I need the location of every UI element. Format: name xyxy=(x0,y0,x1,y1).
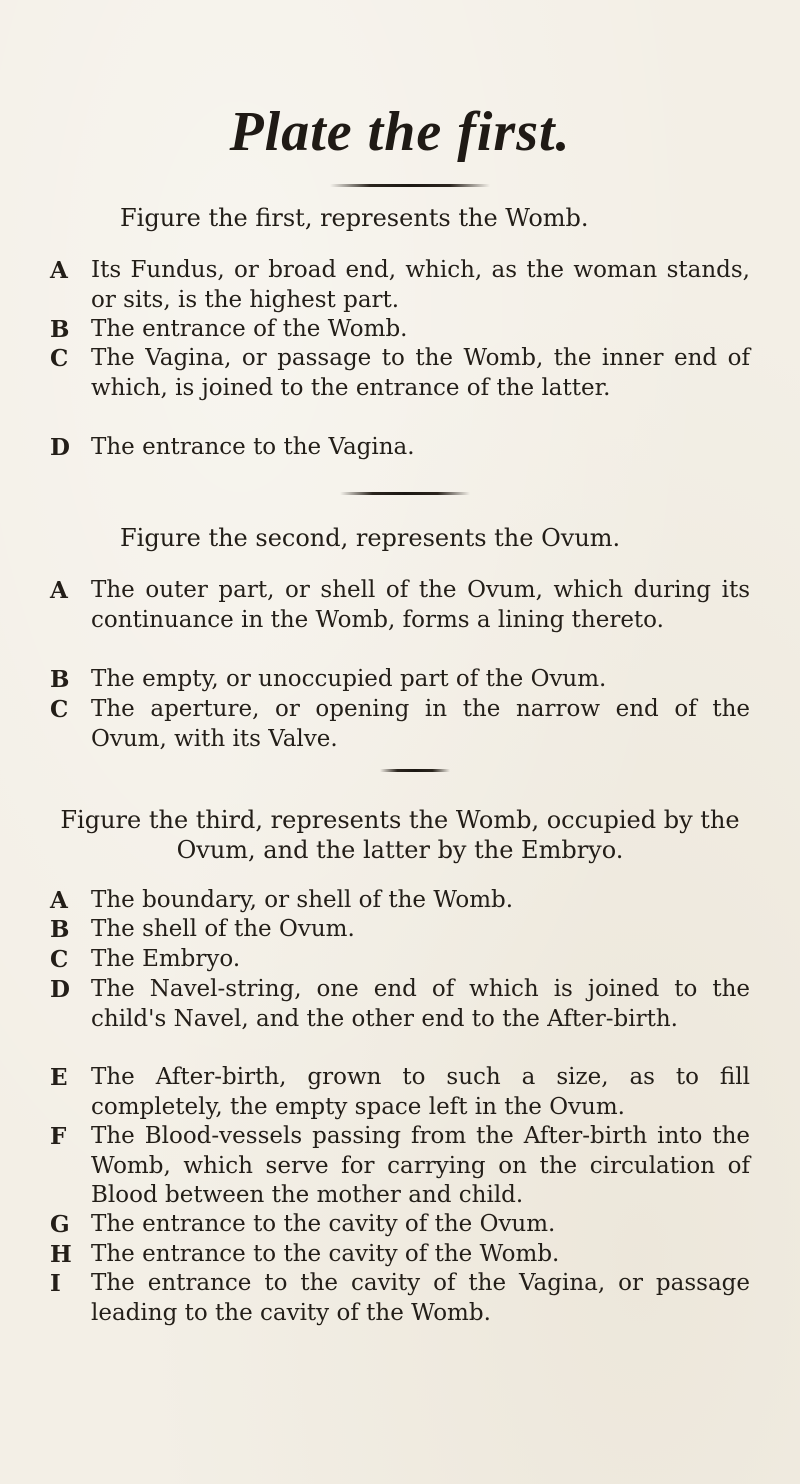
item-letter: C xyxy=(50,345,69,372)
figure-2-item-c xyxy=(50,695,750,754)
item-text: Its Fundus, or broad end, which, as the woman stands, or sits, is the highest part. xyxy=(91,257,750,313)
figure-2-heading: Figure the second, represents the Ovum. xyxy=(120,524,621,552)
item-text: The After-birth, grown to such a size, as to fill completely, the empty space left in the Ovum. xyxy=(91,1064,750,1120)
item-letter: I xyxy=(50,1270,61,1297)
item-letter: F xyxy=(50,1123,67,1150)
item-letter: C xyxy=(50,696,69,723)
figure-3-item-h xyxy=(50,1240,750,1270)
item-text: The empty, or unoccupied part of the Ovum. xyxy=(91,666,607,692)
item-text: The Navel-string, one end of which is joined to the child's Navel, and the other end to the After-birth. xyxy=(91,976,750,1032)
plate-title: Plate the first. xyxy=(229,101,571,163)
item-text: The aperture, or opening in the narrow end of the Ovum, with its Valve. xyxy=(91,696,750,752)
figure-3-item-g xyxy=(50,1210,750,1240)
figure-3-heading: Figure the third, represents the Womb, occupied by the Ovum, and the latter by the Embryo. xyxy=(60,806,740,864)
figure-1-item-b xyxy=(50,315,750,345)
item-text: The entrance of the Womb. xyxy=(91,316,408,342)
item-letter: B xyxy=(50,316,70,343)
figure-3-item-c xyxy=(50,945,750,975)
item-letter: G xyxy=(50,1211,70,1238)
item-text: The entrance to the cavity of the Ovum. xyxy=(91,1211,556,1237)
figure-3-item-b xyxy=(50,915,750,945)
item-letter: C xyxy=(50,946,69,973)
item-letter: A xyxy=(50,257,68,284)
item-letter: E xyxy=(50,1064,68,1091)
item-text: The entrance to the cavity of the Womb. xyxy=(91,1241,560,1267)
figure-3-item-f xyxy=(50,1122,750,1211)
item-letter: D xyxy=(50,976,70,1003)
item-letter: H xyxy=(50,1241,72,1268)
figure-3-item-e xyxy=(50,1063,750,1122)
item-text: The boundary, or shell of the Womb. xyxy=(91,887,514,913)
figure-2-item-b xyxy=(50,665,750,695)
item-text: The outer part, or shell of the Ovum, which during its continuance in the Womb, forms a lining thereto. xyxy=(91,577,750,633)
item-text: The Embryo. xyxy=(91,946,241,972)
divider-rule xyxy=(340,492,470,495)
item-letter: B xyxy=(50,666,70,693)
figure-2-item-a xyxy=(50,576,750,635)
item-text: The entrance to the Vagina. xyxy=(91,434,415,460)
figure-3-item-a xyxy=(50,886,750,916)
item-letter: A xyxy=(50,887,68,914)
item-text: The Blood-vessels passing from the After-birth into the Womb, which serve for carrying on the circulation of Blood between the mother and child. xyxy=(91,1123,750,1208)
item-letter: B xyxy=(50,916,70,943)
figure-1-item-c xyxy=(50,344,750,403)
figure-1-item-d xyxy=(50,433,750,463)
item-text: The Vagina, or passage to the Womb, the inner end of which, is joined to the entrance of the latter. xyxy=(91,345,750,401)
figure-1-heading: Figure the first, represents the Womb. xyxy=(120,204,589,232)
figure-3-item-d xyxy=(50,975,750,1034)
item-text: The shell of the Ovum. xyxy=(91,916,355,942)
divider-rule xyxy=(330,184,490,187)
item-letter: D xyxy=(50,434,70,461)
item-letter: A xyxy=(50,577,68,604)
item-text: The entrance to the cavity of the Vagina, or passage leading to the cavity of the Womb. xyxy=(91,1270,750,1326)
figure-1-item-a xyxy=(50,256,750,315)
divider-rule xyxy=(380,769,450,772)
figure-3-item-i xyxy=(50,1269,750,1328)
